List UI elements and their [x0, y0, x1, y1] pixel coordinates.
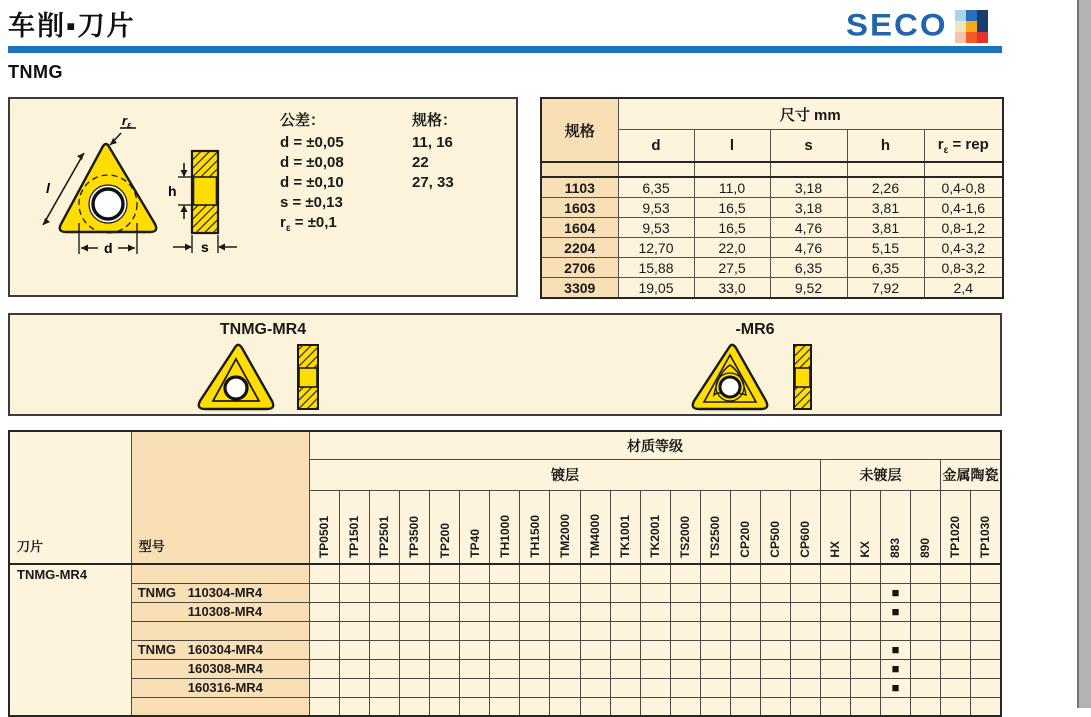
empty-cell: [941, 621, 971, 640]
dim-row-1604: 1604 9,53 16,5 4,76 3,81 0,8-1,2: [541, 218, 1003, 238]
empty-cell: [911, 659, 941, 678]
empty-cell: [971, 602, 1001, 621]
empty-cell: [760, 583, 790, 602]
empty-cell: [971, 659, 1001, 678]
empty-cell: [490, 621, 520, 640]
dim-row-2706: 2706 15,88 27,5 6,35 6,35 0,8-3,2: [541, 258, 1003, 278]
empty-cell: [370, 640, 400, 659]
empty-cell: [400, 564, 430, 583]
empty-cell: [971, 583, 1001, 602]
empty-cell: [310, 564, 340, 583]
empty-cell: [550, 621, 580, 640]
spacer-row: [9, 697, 1001, 716]
grade-col-TP1030: TP1030: [971, 491, 1001, 565]
size-line: 22: [412, 154, 429, 171]
empty-cell: [610, 640, 640, 659]
empty-cell: [700, 602, 730, 621]
grade-group-header: 材质等级: [310, 431, 1001, 460]
empty-cell: [400, 621, 430, 640]
empty-cell: [880, 564, 910, 583]
insert-dimension-diagram: [20, 111, 270, 271]
empty-cell: [370, 583, 400, 602]
empty-cell: [430, 678, 460, 697]
empty-cell: [971, 678, 1001, 697]
page-title: 车削▪刀片: [8, 11, 136, 41]
empty-cell: [520, 697, 550, 716]
empty-cell: [941, 697, 971, 716]
empty-cell: [911, 640, 941, 659]
empty-cell: [340, 678, 370, 697]
availability-mark-883: ■: [880, 583, 910, 602]
model-cell: [131, 697, 309, 716]
empty-cell: [820, 564, 850, 583]
empty-cell: [400, 678, 430, 697]
empty-cell: [610, 583, 640, 602]
empty-cell: [550, 564, 580, 583]
grade-col-TP1501: TP1501: [340, 491, 370, 565]
empty-cell: [400, 602, 430, 621]
empty-cell: [820, 602, 850, 621]
empty-cell: [520, 659, 550, 678]
model-row-160316-MR4: [9, 678, 1001, 697]
empty-cell: [911, 564, 941, 583]
empty-cell: [640, 621, 670, 640]
empty-cell: [490, 659, 520, 678]
empty-cell: [490, 697, 520, 716]
empty-cell: [941, 602, 971, 621]
empty-cell: [850, 659, 880, 678]
dimension-table: [540, 97, 1004, 299]
empty-cell: [460, 602, 490, 621]
empty-cell: [310, 659, 340, 678]
model-cell: 160316-MR4: [131, 678, 309, 697]
tolerance-line: d = ±0,08: [280, 154, 344, 171]
grade-col-TS2000: TS2000: [670, 491, 700, 565]
empty-cell: [610, 621, 640, 640]
spacer-row: [9, 621, 1001, 640]
dim-row-1603: 1603 9,53 16,5 3,18 3,81 0,4-1,6: [541, 198, 1003, 218]
page-edge-scrollbar[interactable]: [1077, 0, 1091, 708]
empty-cell: [790, 564, 820, 583]
empty-cell: [340, 659, 370, 678]
grade-col-CP200: CP200: [730, 491, 760, 565]
empty-cell: [820, 678, 850, 697]
availability-mark-883: ■: [880, 659, 910, 678]
empty-cell: [640, 583, 670, 602]
empty-cell: [310, 583, 340, 602]
h-label: h: [168, 183, 177, 199]
dim-group-header: 尺寸 mm: [618, 98, 1003, 130]
empty-cell: [580, 659, 610, 678]
empty-cell: [971, 564, 1001, 583]
empty-cell: [610, 602, 640, 621]
empty-cell: [730, 659, 760, 678]
empty-cell: [310, 602, 340, 621]
empty-cell: [700, 564, 730, 583]
empty-cell: [700, 640, 730, 659]
empty-cell: [640, 678, 670, 697]
empty-cell: [490, 583, 520, 602]
empty-cell: [700, 621, 730, 640]
logo-square: [966, 10, 977, 21]
empty-cell: [550, 678, 580, 697]
empty-cell: [640, 659, 670, 678]
grade-col-883: 883: [880, 491, 910, 565]
empty-cell: [460, 697, 490, 716]
grade-col-890: 890: [911, 491, 941, 565]
empty-cell: [880, 621, 910, 640]
empty-cell: [430, 659, 460, 678]
empty-cell: [880, 697, 910, 716]
logo-square: [977, 10, 988, 21]
model-cell: TNMG 110304-MR4: [131, 583, 309, 602]
spec-panel: [8, 97, 518, 297]
grade-col-CP500: CP500: [760, 491, 790, 565]
empty-cell: [400, 697, 430, 716]
model-cell: [131, 621, 309, 640]
dim-row-3309: 3309 19,05 33,0 9,52 7,92 2,4: [541, 278, 1003, 299]
empty-cell: [820, 659, 850, 678]
empty-cell: [760, 564, 790, 583]
empty-cell: [370, 678, 400, 697]
logo-square: [977, 32, 988, 43]
empty-cell: [790, 583, 820, 602]
availability-mark-883: ■: [880, 678, 910, 697]
empty-cell: [700, 583, 730, 602]
empty-cell: [911, 697, 941, 716]
empty-cell: [610, 697, 640, 716]
empty-cell: [550, 583, 580, 602]
empty-cell: [370, 564, 400, 583]
empty-cell: [760, 697, 790, 716]
tolerance-line: d = ±0,05: [280, 134, 344, 151]
logo-square: [955, 32, 966, 43]
model-cell: 110308-MR4: [131, 602, 309, 621]
blade-column-header: 刀片: [9, 431, 131, 564]
empty-cell: [941, 659, 971, 678]
empty-cell: [850, 583, 880, 602]
tolerance-heading: 公差：: [280, 112, 326, 129]
empty-cell: [760, 621, 790, 640]
grade-col-TH1500: TH1500: [520, 491, 550, 565]
re-label: $r_\varepsilon$: [122, 113, 132, 130]
model-row-160308-MR4: [9, 659, 1001, 678]
empty-cell: [460, 583, 490, 602]
empty-cell: [430, 697, 460, 716]
empty-cell: [790, 659, 820, 678]
empty-cell: [850, 640, 880, 659]
empty-cell: [460, 678, 490, 697]
empty-cell: [340, 621, 370, 640]
dim-col-h: h: [847, 130, 924, 163]
empty-cell: [760, 678, 790, 697]
empty-cell: [460, 621, 490, 640]
empty-cell: [850, 697, 880, 716]
empty-cell: [580, 602, 610, 621]
empty-cell: [610, 678, 640, 697]
empty-cell: [550, 659, 580, 678]
empty-cell: [520, 564, 550, 583]
empty-cell: [370, 697, 400, 716]
geometry-label-mr4: TNMG-MR4: [219, 321, 307, 338]
empty-cell: [670, 697, 700, 716]
empty-cell: [820, 697, 850, 716]
grade-col-TS2500: TS2500: [700, 491, 730, 565]
dim-col-d: d: [618, 130, 694, 163]
empty-cell: [370, 621, 400, 640]
insert-image-mr6: [690, 341, 820, 413]
empty-cell: [460, 564, 490, 583]
empty-cell: [790, 697, 820, 716]
empty-cell: [730, 678, 760, 697]
empty-cell: [670, 564, 700, 583]
empty-cell: [310, 621, 340, 640]
empty-cell: [430, 640, 460, 659]
grade-col-HX: HX: [820, 491, 850, 565]
empty-cell: [700, 697, 730, 716]
empty-cell: [911, 583, 941, 602]
availability-mark-883: ■: [880, 640, 910, 659]
empty-cell: [730, 602, 760, 621]
empty-cell: [310, 640, 340, 659]
empty-cell: [820, 583, 850, 602]
empty-cell: [941, 640, 971, 659]
insert-image-mr4: [196, 341, 326, 413]
group-cermet: 金属陶瓷: [941, 460, 1001, 491]
empty-cell: [580, 564, 610, 583]
grade-col-KX: KX: [850, 491, 880, 565]
empty-cell: [400, 659, 430, 678]
tolerance-line-re: $r_\varepsilon = \pm 0,1$: [280, 214, 337, 234]
empty-cell: [430, 583, 460, 602]
empty-cell: [310, 678, 340, 697]
insert-hole: [93, 189, 123, 219]
empty-cell: [730, 640, 760, 659]
dim-col-s: s: [770, 130, 847, 163]
dim-row-2204: 2204 12,70 22,0 4,76 5,15 0,4-3,2: [541, 238, 1003, 258]
empty-cell: [760, 602, 790, 621]
empty-cell: [490, 602, 520, 621]
empty-cell: [911, 678, 941, 697]
s-label: s: [201, 239, 209, 255]
seco-logo: [846, 8, 988, 43]
empty-cell: [790, 602, 820, 621]
empty-cell: [760, 640, 790, 659]
empty-cell: [490, 640, 520, 659]
empty-cell: [911, 602, 941, 621]
empty-cell: [670, 621, 700, 640]
grade-col-TM2000: TM2000: [550, 491, 580, 565]
empty-cell: [850, 621, 880, 640]
empty-cell: [670, 602, 700, 621]
empty-cell: [490, 564, 520, 583]
model-cell: [131, 564, 309, 583]
grade-col-CP600: CP600: [790, 491, 820, 565]
empty-cell: [430, 621, 460, 640]
empty-cell: [580, 583, 610, 602]
empty-cell: [610, 659, 640, 678]
empty-cell: [340, 640, 370, 659]
empty-cell: [760, 659, 790, 678]
empty-cell: [580, 697, 610, 716]
empty-cell: [700, 659, 730, 678]
dim-row-1103: 1103 6,35 11,0 3,18 2,26 0,4-0,8: [541, 177, 1003, 198]
empty-cell: [790, 678, 820, 697]
empty-cell: [850, 678, 880, 697]
empty-cell: [580, 621, 610, 640]
empty-cell: [670, 640, 700, 659]
empty-cell: [820, 640, 850, 659]
logo-square: [955, 10, 966, 21]
seco-logo-grid-icon: [955, 10, 988, 43]
model-row-110304-MR4: [9, 583, 1001, 602]
empty-cell: [640, 564, 670, 583]
empty-cell: [520, 640, 550, 659]
empty-cell: [310, 697, 340, 716]
logo-square: [966, 21, 977, 32]
logo-square: [955, 21, 966, 32]
empty-cell: [730, 564, 760, 583]
size-heading: 规格：: [412, 112, 458, 129]
empty-cell: [520, 621, 550, 640]
size-block: [412, 111, 457, 193]
empty-cell: [340, 602, 370, 621]
model-row-160304-MR4: [9, 640, 1001, 659]
grade-col-TP3500: TP3500: [400, 491, 430, 565]
grade-col-TP1020: TP1020: [941, 491, 971, 565]
insert-family-title: TNMG: [8, 62, 63, 82]
grade-col-TP40: TP40: [460, 491, 490, 565]
d-label: d: [104, 240, 113, 256]
empty-cell: [941, 564, 971, 583]
size-line: 27, 33: [412, 174, 454, 191]
empty-cell: [700, 678, 730, 697]
empty-cell: [640, 697, 670, 716]
empty-cell: [730, 621, 760, 640]
empty-cell: [400, 640, 430, 659]
empty-cell: [971, 697, 1001, 716]
empty-cell: [430, 564, 460, 583]
group-uncoated: 未镀层: [820, 460, 940, 491]
empty-cell: [670, 659, 700, 678]
empty-cell: [550, 602, 580, 621]
empty-cell: [520, 678, 550, 697]
grade-availability-table: [8, 430, 1002, 717]
dim-col-l: l: [694, 130, 770, 163]
empty-cell: [640, 640, 670, 659]
geometry-label-mr6: -MR6: [735, 321, 775, 338]
empty-cell: [730, 697, 760, 716]
empty-cell: [370, 602, 400, 621]
empty-cell: [370, 659, 400, 678]
model-row-110308-MR4: [9, 602, 1001, 621]
empty-cell: [580, 640, 610, 659]
tolerance-block: [280, 111, 344, 239]
empty-cell: [971, 640, 1001, 659]
grade-col-TK1001: TK1001: [610, 491, 640, 565]
model-cell: TNMG 160304-MR4: [131, 640, 309, 659]
availability-mark-883: ■: [880, 602, 910, 621]
insert-geometry-panel: [8, 313, 1002, 416]
header-rule: [8, 46, 1002, 53]
empty-cell: [971, 621, 1001, 640]
empty-cell: [430, 602, 460, 621]
empty-cell: [850, 564, 880, 583]
tolerance-line: s = ±0,13: [280, 194, 343, 211]
empty-cell: [790, 640, 820, 659]
empty-cell: [790, 621, 820, 640]
seco-logo-text: SECO: [846, 6, 948, 43]
dim-spacer-row: [541, 162, 1003, 177]
size-line: 11, 16: [412, 134, 453, 151]
empty-cell: [520, 602, 550, 621]
grade-col-TM4000: TM4000: [580, 491, 610, 565]
empty-cell: [460, 640, 490, 659]
dim-col-re: $r_\varepsilon$ = rep: [924, 130, 1003, 163]
empty-cell: [550, 640, 580, 659]
grade-col-TK2001: TK2001: [640, 491, 670, 565]
grade-col-TP2501: TP2501: [370, 491, 400, 565]
grade-col-TP0501: TP0501: [310, 491, 340, 565]
empty-cell: [610, 564, 640, 583]
blade-label: TNMG-MR4: [9, 564, 131, 716]
model-column-header: 型号: [131, 431, 309, 564]
logo-square: [966, 32, 977, 43]
empty-cell: [820, 621, 850, 640]
tolerance-line: d = ±0,10: [280, 174, 344, 191]
empty-cell: [520, 583, 550, 602]
dim-col-size: 规格: [541, 98, 618, 162]
empty-cell: [941, 678, 971, 697]
l-label: l: [46, 180, 50, 196]
empty-cell: [941, 583, 971, 602]
spacer-row: [9, 564, 1001, 583]
empty-cell: [911, 621, 941, 640]
empty-cell: [580, 678, 610, 697]
empty-cell: [850, 602, 880, 621]
empty-cell: [550, 697, 580, 716]
empty-cell: [400, 583, 430, 602]
empty-cell: [340, 697, 370, 716]
empty-cell: [460, 659, 490, 678]
empty-cell: [640, 602, 670, 621]
logo-square: [977, 21, 988, 32]
empty-cell: [670, 583, 700, 602]
empty-cell: [490, 678, 520, 697]
empty-cell: [340, 564, 370, 583]
empty-cell: [730, 583, 760, 602]
empty-cell: [670, 678, 700, 697]
grade-col-TP200: TP200: [430, 491, 460, 565]
grade-col-TH1000: TH1000: [490, 491, 520, 565]
empty-cell: [340, 583, 370, 602]
model-cell: 160308-MR4: [131, 659, 309, 678]
group-coated: 镀层: [310, 460, 821, 491]
